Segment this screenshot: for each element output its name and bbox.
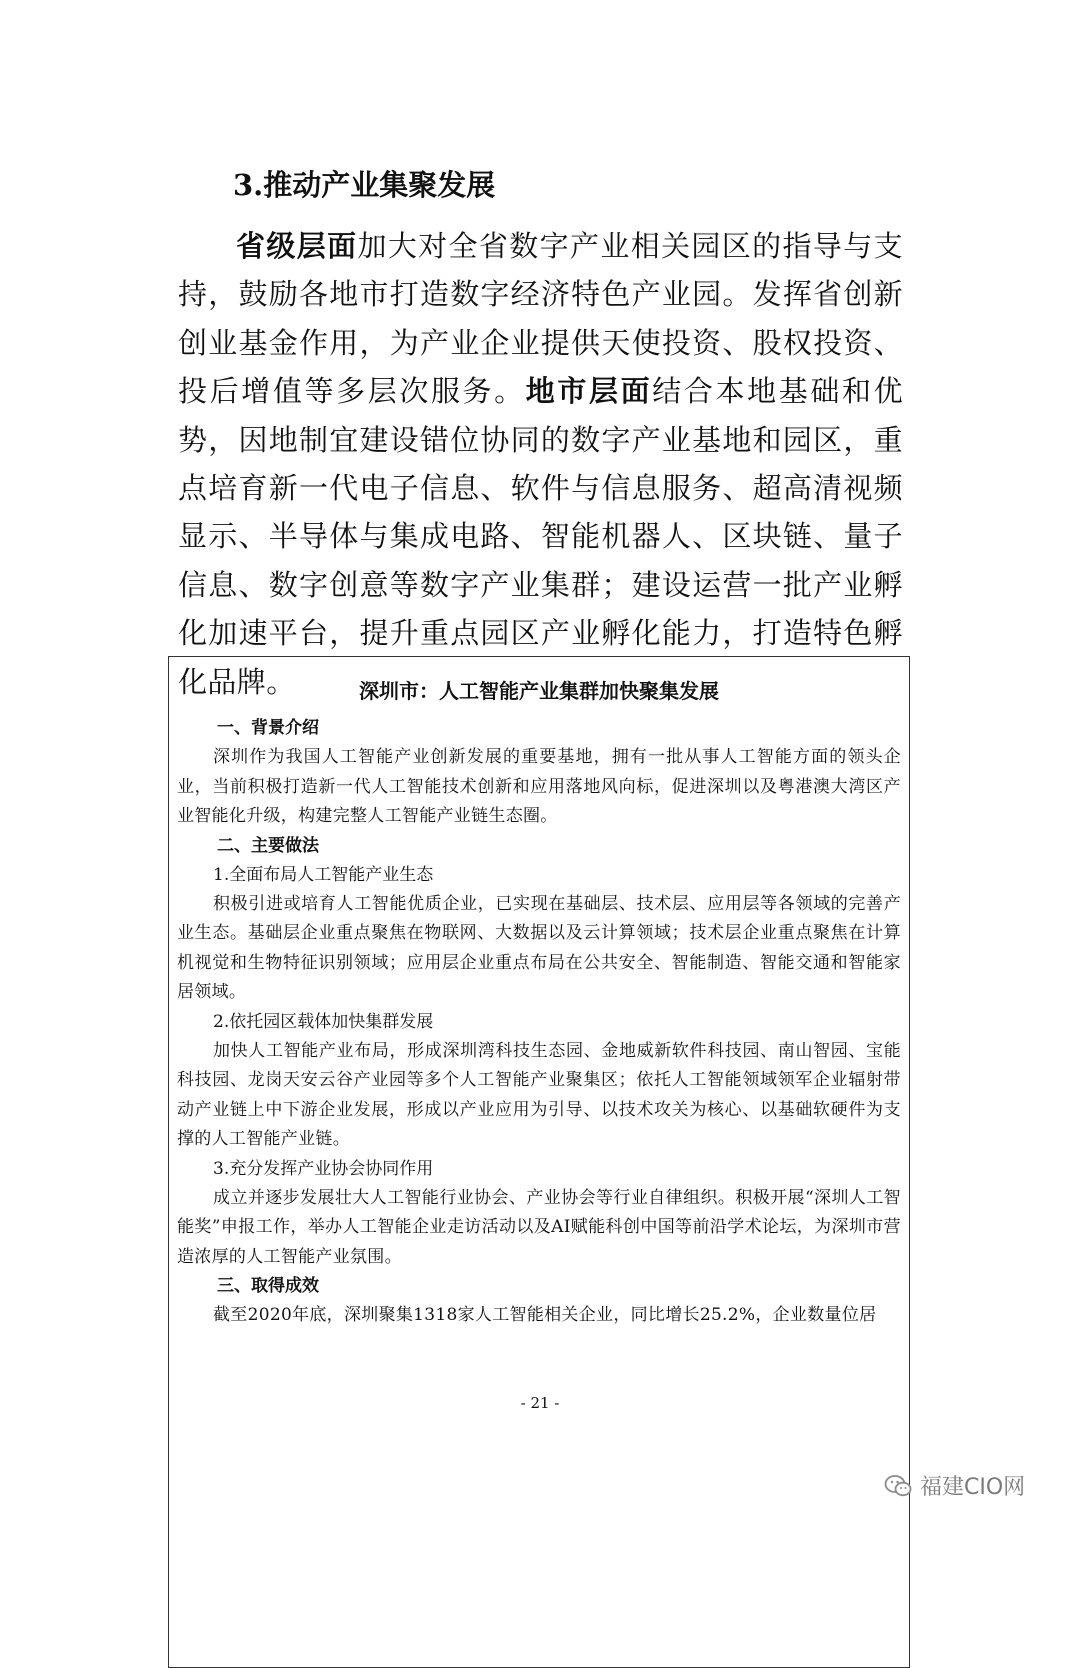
provincial-label: 省级层面 bbox=[236, 229, 358, 263]
wechat-icon bbox=[884, 1474, 912, 1498]
body-paragraph bbox=[178, 222, 903, 706]
item2-title: 2.依托园区载体加快集群发展 bbox=[213, 1011, 434, 1032]
section3-title: 三、取得成效 bbox=[217, 1276, 319, 1296]
item2-text: 加快人工智能产业布局，形成深圳湾科技生态园、金地威新软件科技园、南山智园、宝能科技园、龙岗天安云谷产业园等多个人工智能产业聚集区；依托人工智能领域领军企业辐射带动产业链上中下游企业发展，形成以产业应用为引导、以技术攻关为核心、以基础软硬件为支撑的人工智能产业链。 bbox=[177, 1040, 901, 1149]
section1-text: 深圳作为我国人工智能产业创新发展的重要基地，拥有一批从事人工智能方面的领头企业，当前积极打造新一代人工智能技术创新和应用落地风向标，促进深圳以及粤港澳大湾区产业智能化升级，构建完整人工智能产业链生态圈。 bbox=[177, 747, 901, 826]
section-heading: 3.推动产业集聚发展 bbox=[233, 168, 496, 202]
page-number: - 21 - bbox=[520, 1394, 560, 1412]
watermark-text: 福建CIO网 bbox=[920, 1475, 1026, 1500]
item3-text: 成立并逐步发展壮大人工智能行业协会、产业协会等行业自律组织。积极开展“深圳人工智能奖”申报工作，举办人工智能企业走访活动以及AI赋能科创中国等前沿学术论坛，为深圳市营造浓厚的人工智能产业氛围。 bbox=[177, 1187, 901, 1267]
section3-text: 截至2020年底，深圳聚集1318家人工智能相关企业，同比增长25.2%，企业数量位居 bbox=[213, 1305, 877, 1325]
city-text: 结合本地基础和优势，因地制宜建设错位协同的数字产业基地和园区，重点培育新一代电子信息、软件与信息服务、超高清视频显示、半导体与集成电路、智能机器人、区块链、量子信息、数字创意等数字产业集群；建设运营一批产业孵化加速平台，提升重点园区产业孵化能力，打造特色孵化品牌。 bbox=[178, 374, 904, 699]
section2-title: 二、主要做法 bbox=[217, 835, 319, 856]
provincial-text: 加大对全省数字产业相关园区的指导与支持，鼓励各地市打造数字经济特色产业园。发挥省创新创业基金作用，为产业企业提供天使投资、股权投资、投后增值等多层次服务。 bbox=[178, 229, 903, 409]
case-study-box bbox=[168, 656, 910, 1668]
item3-title: 3.充分发挥产业协会协同作用 bbox=[213, 1158, 434, 1179]
city-label: 地市层面 bbox=[525, 374, 653, 409]
case-study-title: 深圳市：人工智能产业集群加快聚集发展 bbox=[359, 679, 719, 703]
item1-title: 1.全面布局人工智能产业生态 bbox=[213, 864, 434, 885]
item1-text: 积极引进或培育人工智能优质企业，已实现在基础层、技术层、应用层等各领域的完善产业生态。基础层企业重点聚焦在物联网、大数据以及云计算领域；技术层企业重点聚焦在计算机视觉和生物特征识别领域；应用层企业重点布局在公共安全、智能制造、智能交通和智能家居领域。 bbox=[177, 893, 901, 1002]
watermark bbox=[884, 1470, 1025, 1501]
section1-title: 一、背景介绍 bbox=[217, 718, 319, 738]
case-study-content bbox=[177, 675, 901, 1331]
